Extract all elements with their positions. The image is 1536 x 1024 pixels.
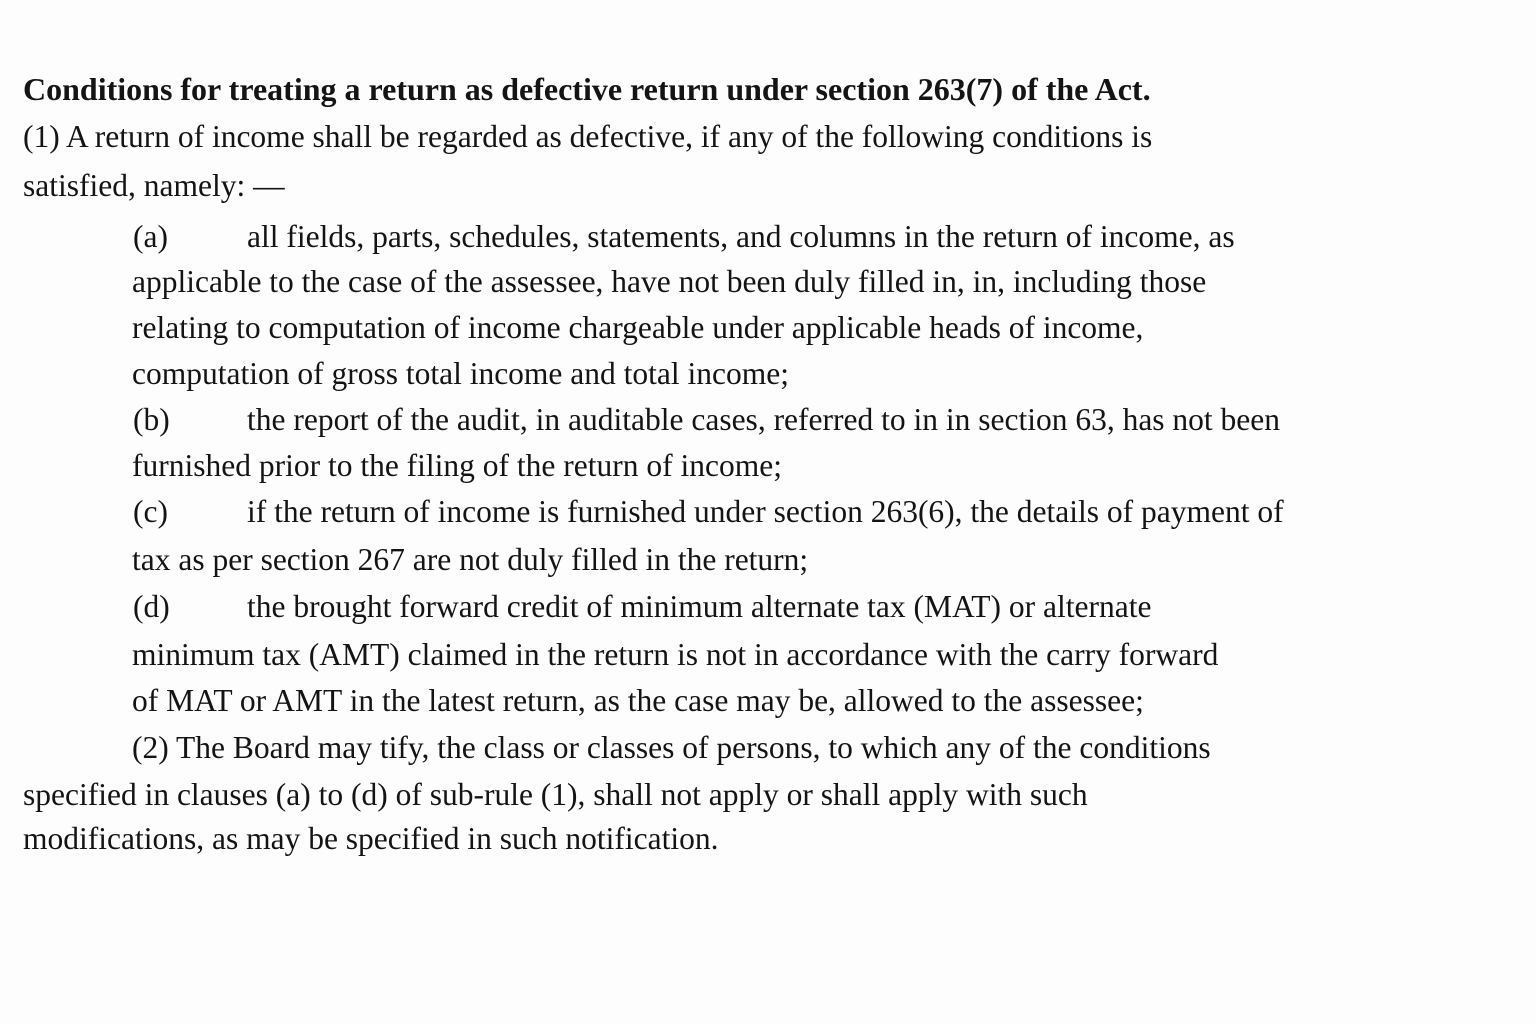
sub-rule-2-line-2: specified in clauses (a) to (d) of sub-rule (1), shall not apply or shall apply with such: [23, 777, 1088, 812]
clause-first-line: the report of the audit, in auditable cases, referred to in in section 63, has not been: [247, 402, 1281, 437]
clause-line: minimum tax (AMT) claimed in the return is not in accordance with the carry forward: [132, 637, 1219, 672]
clause-label: (a): [133, 219, 168, 254]
clause-first-line: the brought forward credit of minimum alternate tax (MAT) or alternate: [247, 589, 1152, 624]
clause-line: tax as per section 267 are not duly filled in the return;: [132, 542, 809, 577]
rule-heading: Conditions for treating a return as defective return under section 263(7) of the Act.: [23, 71, 1151, 107]
clause-line: applicable to the case of the assessee, have not been duly filled in, in, including those: [132, 264, 1207, 299]
sub-rule-2-line-3: modifications, as may be specified in such notification.: [23, 821, 719, 856]
clause-label: (d): [133, 589, 170, 624]
clause-first-line: if the return of income is furnished under section 263(6), the details of payment of: [247, 494, 1284, 529]
clause-label: (b): [133, 402, 170, 437]
sub-rule-1-line-1: (1) A return of income shall be regarded as defective, if any of the following conditions is: [23, 119, 1153, 154]
clause-line: of MAT or AMT in the latest return, as the case may be, allowed to the assessee;: [132, 683, 1144, 718]
clause-line: computation of gross total income and total income;: [132, 356, 789, 391]
clause-first-line: all fields, parts, schedules, statements, and columns in the return of income, as: [247, 219, 1235, 254]
sub-rule-2-line-1: (2) The Board may tify, the class or classes of persons, to which any of the conditions: [132, 730, 1211, 765]
clause-line: furnished prior to the filing of the return of income;: [132, 448, 782, 483]
clause-label: (c): [133, 494, 168, 529]
clause-line: relating to computation of income chargeable under applicable heads of income,: [132, 310, 1144, 345]
sub-rule-1-line-2: satisfied, namely: —: [23, 168, 285, 203]
